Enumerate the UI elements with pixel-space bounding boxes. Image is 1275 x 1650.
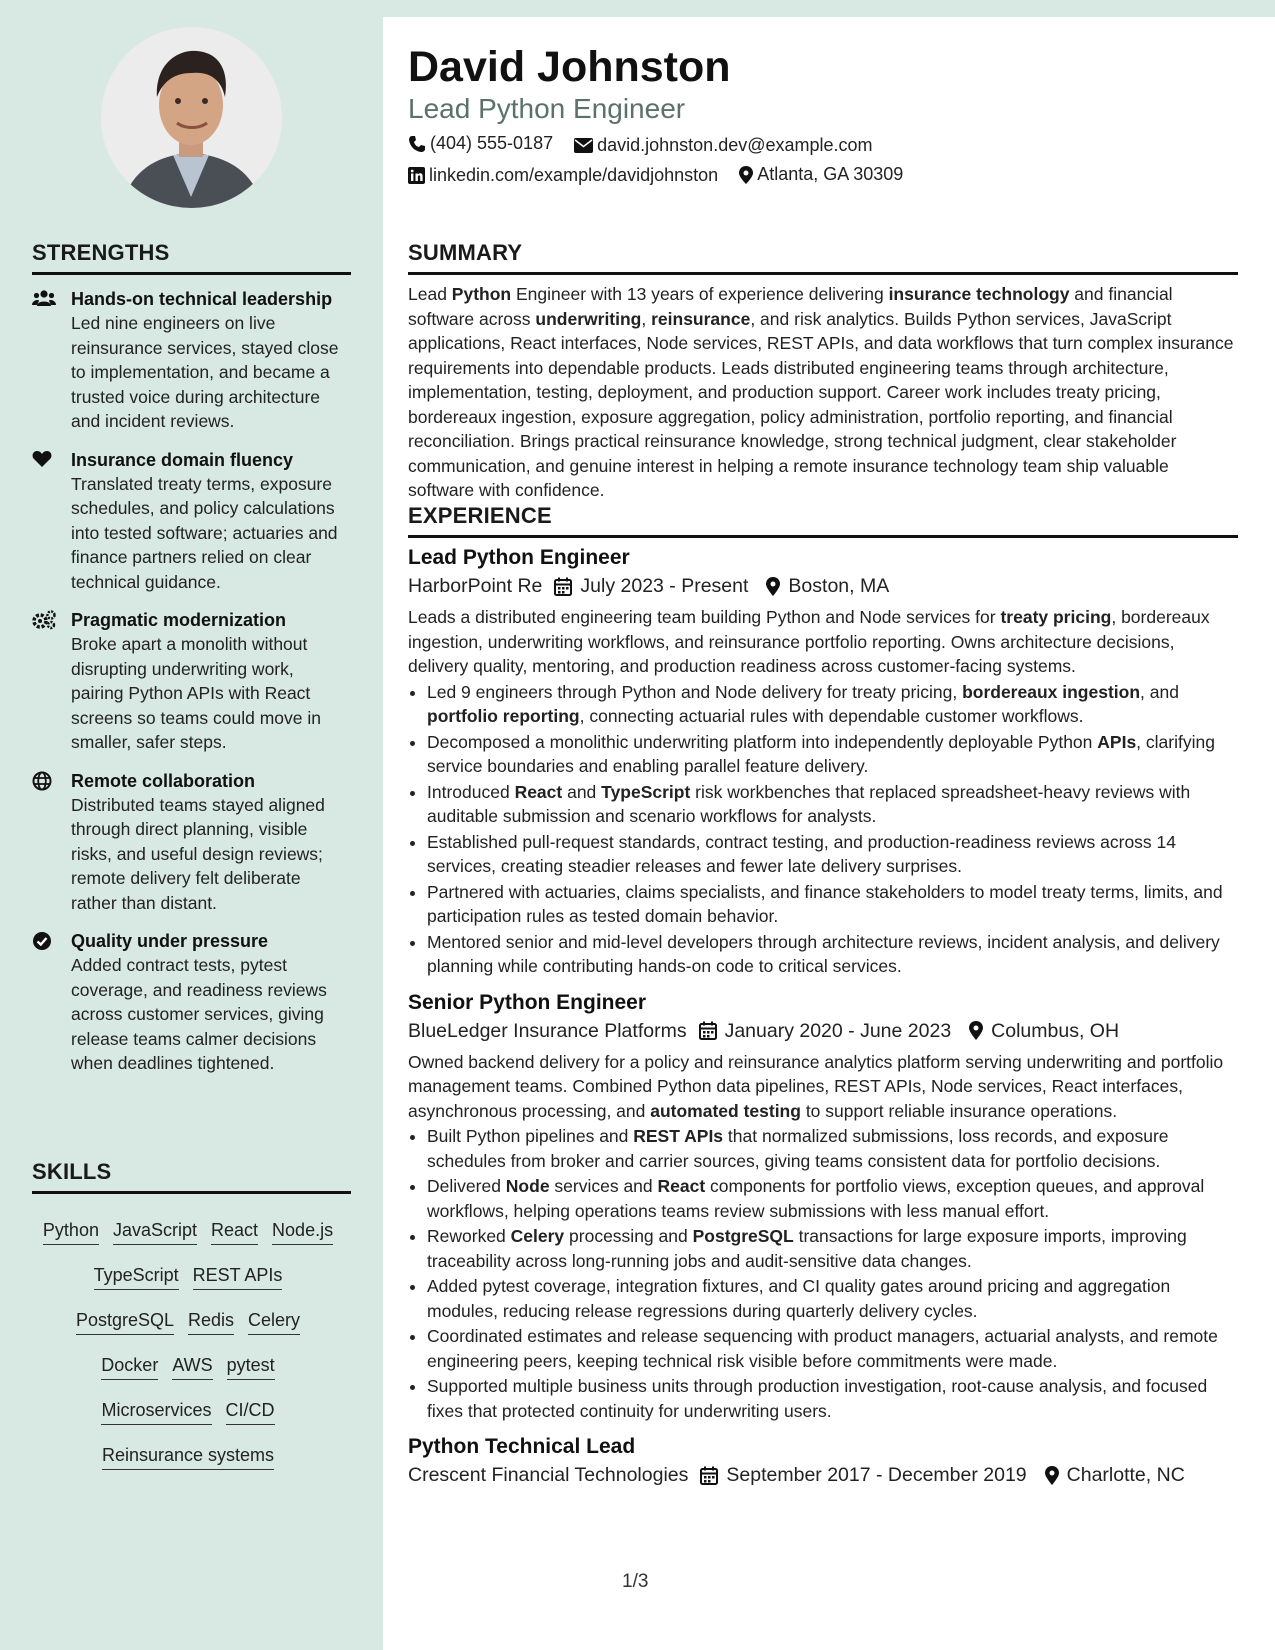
map-pin-icon bbox=[969, 1021, 983, 1040]
phone-icon bbox=[408, 135, 426, 153]
strength-text: Distributed teams stayed aligned through direct planning, visible risks, and useful design reviews; remote delivery felt deliberate rather than distant. bbox=[71, 794, 325, 913]
job-bullet: • Added pytest coverage, integration fixtures, and CI quality gates around pricing and aggregation modules, reducing release regressions during quarterly delivery cycles. bbox=[427, 1274, 1238, 1323]
job-company: HarborPoint Re bbox=[408, 575, 543, 597]
job-bullet: • Supported multiple business units through production investigation, root-cause analysis, and focused fixes that protected continuity for underwriting users. bbox=[427, 1374, 1238, 1423]
experience-heading: EXPERIENCE bbox=[408, 503, 1238, 538]
page-number: 1/3 bbox=[622, 1571, 649, 1592]
check-circle-icon bbox=[32, 931, 56, 951]
experience-section bbox=[408, 503, 1238, 1489]
job-location: Charlotte, NC bbox=[1066, 1464, 1185, 1486]
job-bullet: • Delivered Node services and React components for portfolio views, exception queues, and approval workflows, helping operations teams review submissions with less manual effort. bbox=[427, 1174, 1238, 1223]
skill-tag: Microservices bbox=[101, 1398, 211, 1425]
job-company: Crescent Financial Technologies bbox=[408, 1464, 689, 1486]
job-entry bbox=[408, 544, 1238, 979]
job-title: Python Technical Lead bbox=[408, 1435, 636, 1458]
skill-tag: Celery bbox=[248, 1308, 300, 1335]
skills-list bbox=[32, 1208, 351, 1478]
main-content bbox=[383, 17, 1275, 1650]
skills-section bbox=[32, 1159, 351, 1478]
summary-heading: SUMMARY bbox=[408, 240, 1238, 275]
sidebar bbox=[0, 0, 383, 1650]
strength-text: Translated treaty terms, exposure schedules, and policy calculations into tested software; actuaries and finance partners relied on clear technical guidance. bbox=[71, 473, 338, 592]
globe-icon bbox=[32, 771, 56, 791]
job-location: Columbus, OH bbox=[991, 1019, 1120, 1042]
job-entry bbox=[408, 989, 1238, 1424]
contact-row bbox=[408, 164, 903, 189]
job-bullet: • Introduced React and TypeScript risk workbenches that replaced spreadsheet-heavy reviews with auditable submission and scenario workflows for analysts. bbox=[427, 780, 1238, 829]
linkedin-icon bbox=[408, 167, 425, 184]
strength-text: Broke apart a monolith without disrupting underwriting work, pairing Python APIs with React screens so teams could move in smaller, safer steps. bbox=[71, 634, 321, 752]
skill-tag: Docker bbox=[101, 1353, 158, 1380]
job-description: Owned backend delivery for a policy and reinsurance analytics platform serving underwriting and portfolio management teams. Combined Python data pipelines, REST APIs, Node services, React interfaces, asynchronous processing, and automated testing to support reliable insurance operations. bbox=[408, 1051, 1224, 1121]
profile-photo bbox=[101, 27, 282, 208]
job-entry bbox=[408, 1433, 1238, 1489]
job-title: Senior Python Engineer bbox=[408, 990, 647, 1014]
users-icon bbox=[32, 289, 56, 309]
heart-icon bbox=[32, 450, 56, 470]
summary-text: Lead Python Engineer with 13 years of experience delivering insurance technology and financial software across underwriting, reinsurance, and risk analytics. Builds Python services, JavaScript applications, React interfaces, Node services, REST APIs, and data workflows that turn complex insurance requirements into dependable products. Leads distributed engineering teams through architecture, implementation, testing, deployment, and production support. Career work includes treaty pricing, bordereaux ingestion, exposure aggregation, policy administration, portfolio reporting, and financial reconciliation. Brings practical reinsurance knowledge, strong technical judgment, clear stakeholder communication, and genuine interest in helping a remote insurance technology team ship valuable software with confidence. bbox=[408, 284, 1234, 500]
skill-tag: React bbox=[211, 1218, 258, 1245]
gears-icon bbox=[32, 610, 56, 630]
job-dates: January 2020 - June 2023 bbox=[724, 1019, 952, 1042]
strength-item bbox=[32, 287, 351, 434]
skill-tag: TypeScript bbox=[94, 1263, 179, 1290]
envelope-icon bbox=[574, 138, 593, 153]
skill-tag: Python bbox=[43, 1218, 99, 1245]
map-pin-icon bbox=[1045, 1466, 1059, 1485]
skill-tag: CI/CD bbox=[226, 1398, 275, 1425]
map-pin-icon bbox=[766, 577, 780, 596]
location-contact bbox=[739, 164, 903, 185]
job-title: Lead Python Engineer bbox=[408, 546, 630, 569]
job-bullet: • Reworked Celery processing and PostgreSQL transactions for large exposure imports, improving traceability across long-running jobs and audit-sensitive data changes. bbox=[427, 1224, 1238, 1273]
summary-section bbox=[408, 240, 1238, 503]
skill-tag: PostgreSQL bbox=[76, 1308, 174, 1335]
location-text: Atlanta, GA 30309 bbox=[757, 164, 904, 184]
job-bullet: • Established pull-request standards, contract testing, and production-readiness reviews across 14 services, creating steadier releases and fewer late delivery surprises. bbox=[427, 830, 1238, 879]
strength-item bbox=[32, 929, 351, 1076]
strength-title: Insurance domain fluency bbox=[71, 449, 294, 470]
skill-tag: Reinsurance systems bbox=[102, 1443, 274, 1470]
job-bullet: • Decomposed a monolithic underwriting platform into independently deployable Python APIs, clarifying service boundaries and enabling parallel feature delivery. bbox=[427, 730, 1238, 779]
strength-title: Quality under pressure bbox=[71, 931, 269, 951]
job-bullets bbox=[408, 680, 1238, 979]
skills-heading: SKILLS bbox=[32, 1159, 351, 1194]
email-contact[interactable] bbox=[574, 135, 872, 156]
strength-title: Remote collaboration bbox=[71, 770, 256, 791]
strength-text: Led nine engineers on live reinsurance services, stayed close to implementation, and became a trusted voice during architecture and incident reviews. bbox=[71, 313, 339, 431]
linkedin-contact[interactable] bbox=[408, 165, 718, 186]
strength-item bbox=[32, 448, 351, 595]
skill-tag: pytest bbox=[227, 1353, 275, 1380]
strength-title: Pragmatic modernization bbox=[71, 610, 287, 630]
job-bullet: • Partnered with actuaries, claims specialists, and finance stakeholders to model treaty terms, limits, and participation rules as tested domain behavior. bbox=[427, 880, 1238, 929]
job-location: Boston, MA bbox=[788, 575, 890, 597]
phone-text: (404) 555-0187 bbox=[430, 133, 554, 153]
job-bullets bbox=[408, 1124, 1238, 1423]
strength-text: Added contract tests, pytest coverage, and readiness reviews across customer services, giving release teams calmer decisions when deadlines tightened. bbox=[71, 955, 327, 1073]
map-pin-icon bbox=[739, 166, 753, 184]
calendar-icon bbox=[699, 1021, 717, 1040]
skill-tag: REST APIs bbox=[193, 1263, 283, 1290]
linkedin-text[interactable]: linkedin.com/example/davidjohnston bbox=[429, 164, 719, 185]
job-description: Leads a distributed engineering team building Python and Node services for treaty pricing, bordereaux ingestion, underwriting workflows, and reinsurance portfolio reporting. Owns architecture decisions, delivery quality, mentoring, and production readiness across customer-facing systems. bbox=[408, 607, 1210, 676]
strengths-heading: STRENGTHS bbox=[32, 240, 351, 275]
skill-tag: Node.js bbox=[272, 1218, 333, 1245]
candidate-name: David Johnston bbox=[408, 43, 731, 91]
job-meta bbox=[408, 1461, 1238, 1489]
job-meta bbox=[408, 1017, 1238, 1045]
strength-title: Hands-on technical leadership bbox=[71, 289, 333, 309]
skill-tag: Redis bbox=[188, 1308, 234, 1335]
skill-tag: JavaScript bbox=[113, 1218, 197, 1245]
job-bullet: • Mentored senior and mid-level developers through architecture reviews, incident analysis, and delivery planning while contributing hands-on code to critical services. bbox=[427, 930, 1238, 979]
job-company: BlueLedger Insurance Platforms bbox=[408, 1019, 687, 1042]
calendar-icon bbox=[700, 1466, 718, 1485]
job-bullet: • Built Python pipelines and REST APIs that normalized submissions, loss records, and exposure schedules from broker and carrier sources, giving teams consistent data for portfolio decisions. bbox=[427, 1124, 1238, 1173]
email-text[interactable]: david.johnston.dev@example.com bbox=[597, 134, 873, 155]
phone-contact bbox=[408, 133, 553, 154]
skill-tag: AWS bbox=[172, 1353, 212, 1380]
job-meta bbox=[408, 572, 1238, 600]
strength-item bbox=[32, 769, 351, 916]
calendar-icon bbox=[554, 577, 572, 596]
contact-row bbox=[408, 133, 873, 158]
job-dates: July 2023 - Present bbox=[580, 575, 749, 597]
strength-item bbox=[32, 608, 351, 755]
job-bullet: • Coordinated estimates and release sequencing with product managers, actuarial analysts, and remote engineering peers, keeping technical risk visible before commitments were made. bbox=[427, 1324, 1238, 1373]
candidate-role: Lead Python Engineer bbox=[408, 93, 686, 124]
job-dates: September 2017 - December 2019 bbox=[726, 1464, 1027, 1486]
strengths-section bbox=[32, 240, 351, 1076]
job-bullet: • Led 9 engineers through Python and Node delivery for treaty pricing, bordereaux ingestion, and portfolio reporting, connecting actuarial rules with dependable customer workflows. bbox=[427, 680, 1238, 729]
